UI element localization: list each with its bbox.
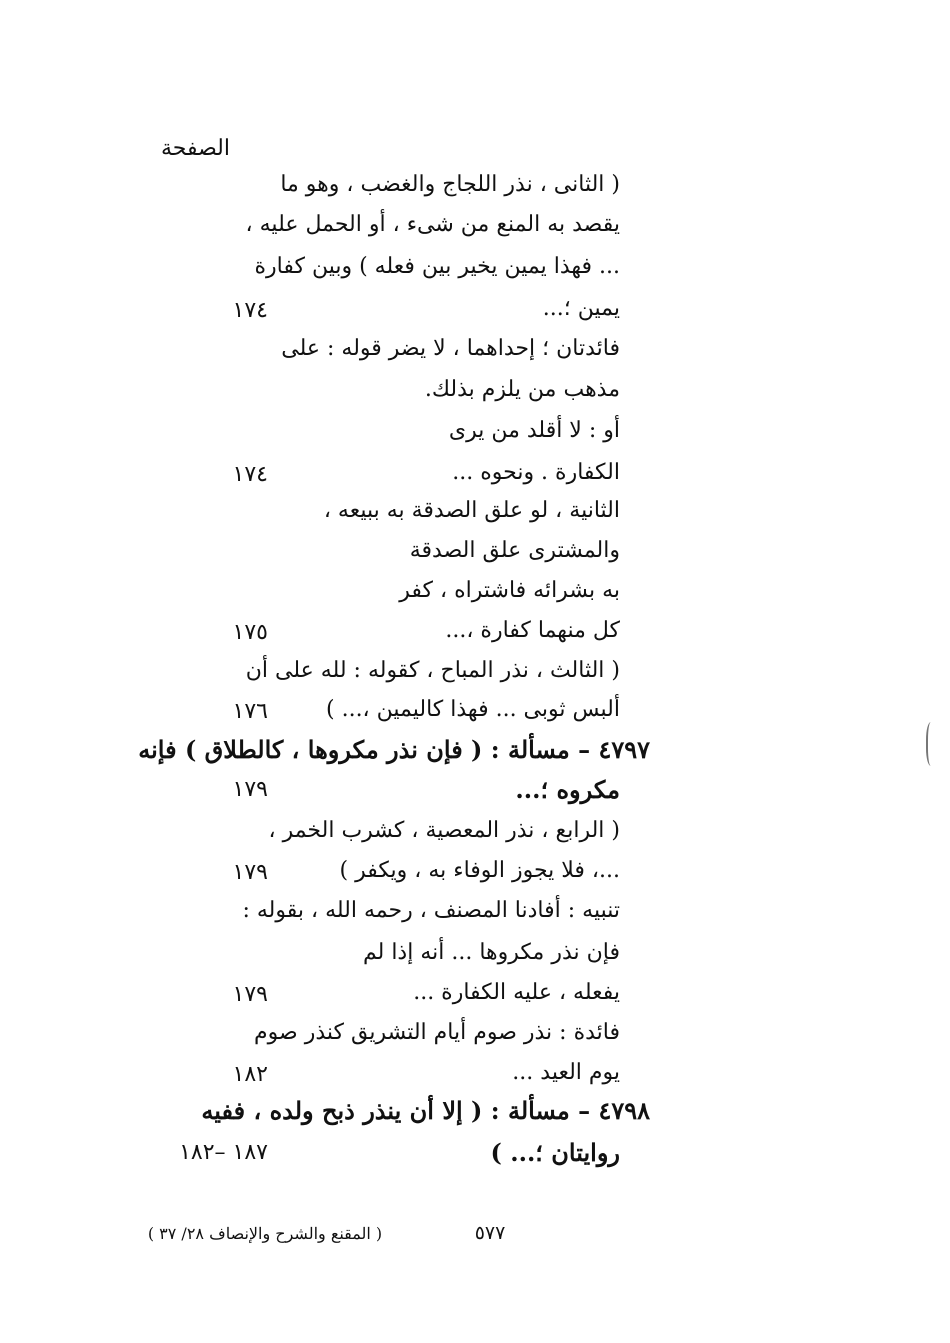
entry-line: أو : لا أقلد من يرى: [448, 418, 620, 443]
entry-line: يمين ؛...: [542, 296, 620, 321]
entry-line: ( الثالث ، نذر المباح ، كقوله : لله على أن: [245, 658, 620, 683]
issue-heading-line: روايتان ؛... ): [490, 1138, 620, 1167]
entry-line: ... فهذا يمين يخير بين فعله ) وبين كفارة: [254, 254, 620, 279]
entry-line: ( الثانى ، نذر اللجاج والغضب ، وهو ما: [280, 172, 620, 197]
entry-line: مذهب من يلزم بذلك.: [424, 377, 620, 402]
entry-line: كل منهما كفارة ،...: [445, 618, 620, 643]
entry-page-number: ١٧٦: [232, 699, 268, 724]
entry-line: ...، فلا يجوز الوفاء به ، ويكفر ): [339, 858, 620, 883]
entry-line: يقصد به المنع من شىء ، أو الحمل عليه ،: [245, 212, 620, 237]
entry-line: الكفارة . ونحوه ...: [452, 460, 620, 485]
entry-line: الثانية ، لو علق الصدقة به ببيعه ،: [323, 498, 620, 523]
entry-page-number: ١٧٩: [232, 982, 268, 1007]
entry-page-number: ١٨٢: [232, 1062, 268, 1087]
entry-line: به بشرائه فاشتراه ، كفر: [399, 578, 620, 603]
issue-heading-line: ٤٧٩٧ – مسألة : ( فإن نذر مكروها ، كالطلاق ) فإنه: [138, 735, 650, 764]
book-reference: ( المقنع والشرح والإنصاف ٢٨/ ٣٧ ): [147, 1224, 383, 1243]
entry-line: فائدة : نذر صوم أيام التشريق كنذر صوم: [254, 1020, 620, 1045]
entry-line: يفعله ، عليه الكفارة ...: [413, 980, 620, 1005]
entry-line: ألبس ثوبى ... فهذا كاليمين ،... ): [326, 697, 620, 722]
page-column-header: الصفحة: [160, 136, 230, 161]
entry-line: ( الرابع ، نذر المعصية ، كشرب الخمر ،: [268, 818, 620, 843]
entry-line: فائدتان ؛ إحداهما ، لا يضر قوله : على: [281, 336, 620, 361]
entry-line: والمشترى علق الصدقة: [409, 538, 620, 563]
entry-page-number: ١٧٤: [232, 462, 268, 487]
scan-edge-mark: [926, 722, 938, 766]
issue-heading-line: ٤٧٩٨ – مسألة : ( إلا أن ينذر ذبح ولده ، ففيه: [201, 1096, 650, 1125]
entry-line: تنبيه : أفادنا المصنف ، رحمه الله ، بقوله :: [242, 898, 620, 923]
entry-page-number: ١٨٧ –١٨٢: [179, 1140, 268, 1165]
entry-page-number: ١٧٥: [232, 620, 268, 645]
entry-line: فإن نذر مكروها ... أنه إذا لم: [362, 940, 620, 965]
page-number: ٥٧٧: [474, 1222, 506, 1244]
entry-line: يوم العيد ...: [512, 1060, 620, 1085]
entry-page-number: ١٧٩: [232, 860, 268, 885]
issue-heading-line: مكروه ؛...: [515, 775, 620, 804]
entry-page-number: ١٧٤: [232, 298, 268, 323]
entry-page-number: ١٧٩: [232, 777, 268, 802]
